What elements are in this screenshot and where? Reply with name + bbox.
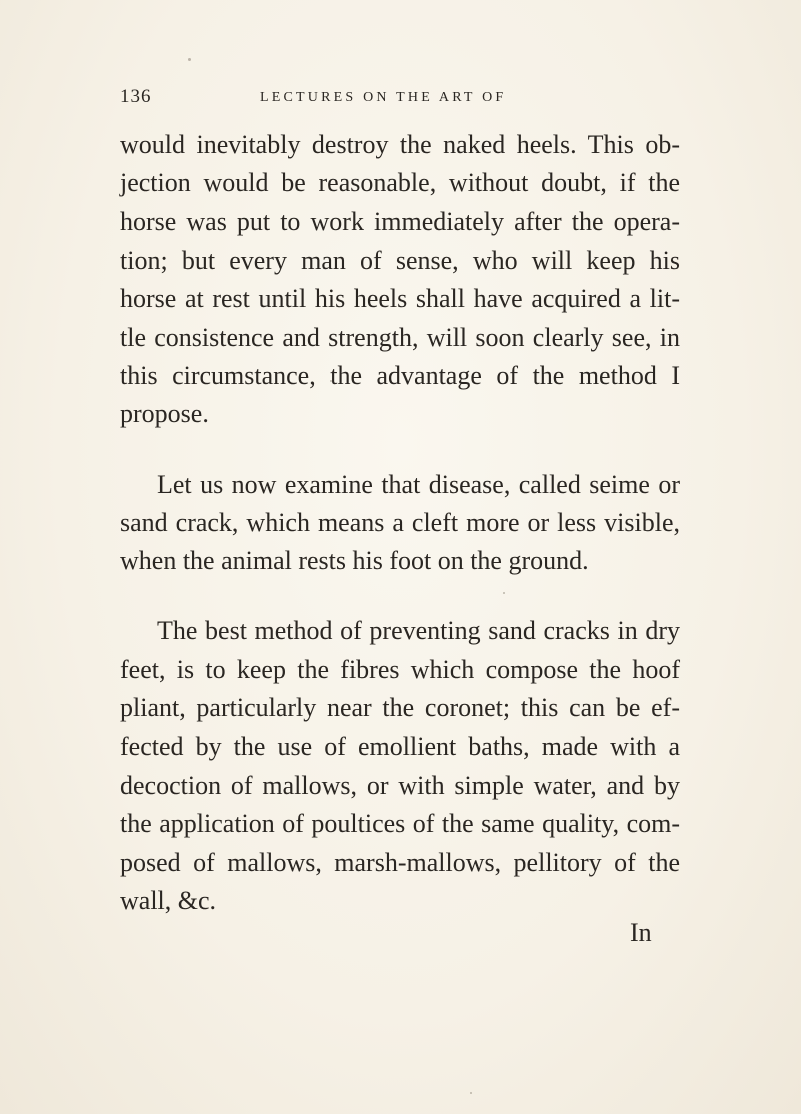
page-number: 136: [120, 86, 152, 107]
running-head: LECTURES ON THE ART OF: [260, 90, 507, 105]
text-line: jection would be reasonable, without doubt, if the: [120, 168, 680, 197]
paper-speck: [503, 592, 505, 594]
paper-speck: [188, 58, 191, 61]
text-line: fected by the use of emollient baths, made with a: [120, 732, 680, 761]
text-line: sand crack, which means a cleft more or less visible,: [120, 508, 680, 537]
catchword: In: [630, 918, 652, 947]
text-line: The best method of preventing sand cracks in dry: [157, 616, 680, 645]
text-line: propose.: [120, 399, 209, 428]
text-line: would inevitably destroy the naked heels. This ob-: [120, 130, 680, 159]
text-line: the application of poultices of the same quality, com-: [120, 809, 680, 838]
text-line: wall, &c.: [120, 886, 217, 915]
text-line: when the animal rests his foot on the ground.: [120, 546, 589, 575]
text-line: Let us now examine that disease, called seime or: [157, 470, 680, 499]
text-line: tion; but every man of sense, who will keep his: [120, 246, 680, 275]
text-line: this circumstance, the advantage of the method I: [120, 361, 680, 390]
text-line: tle consistence and strength, will soon clearly see, in: [120, 323, 680, 352]
text-line: decoction of mallows, or with simple water, and by: [120, 771, 680, 800]
paper-speck: [470, 1092, 472, 1094]
text-line: feet, is to keep the fibres which compose the hoof: [120, 655, 680, 684]
page-header: [120, 86, 680, 116]
text-line: horse was put to work immediately after the opera-: [120, 207, 680, 236]
text-line: posed of mallows, marsh-mallows, pellitory of the: [120, 848, 680, 877]
text-line: pliant, particularly near the coronet; this can be ef-: [120, 693, 680, 722]
text-line: horse at rest until his heels shall have acquired a lit-: [120, 284, 680, 313]
